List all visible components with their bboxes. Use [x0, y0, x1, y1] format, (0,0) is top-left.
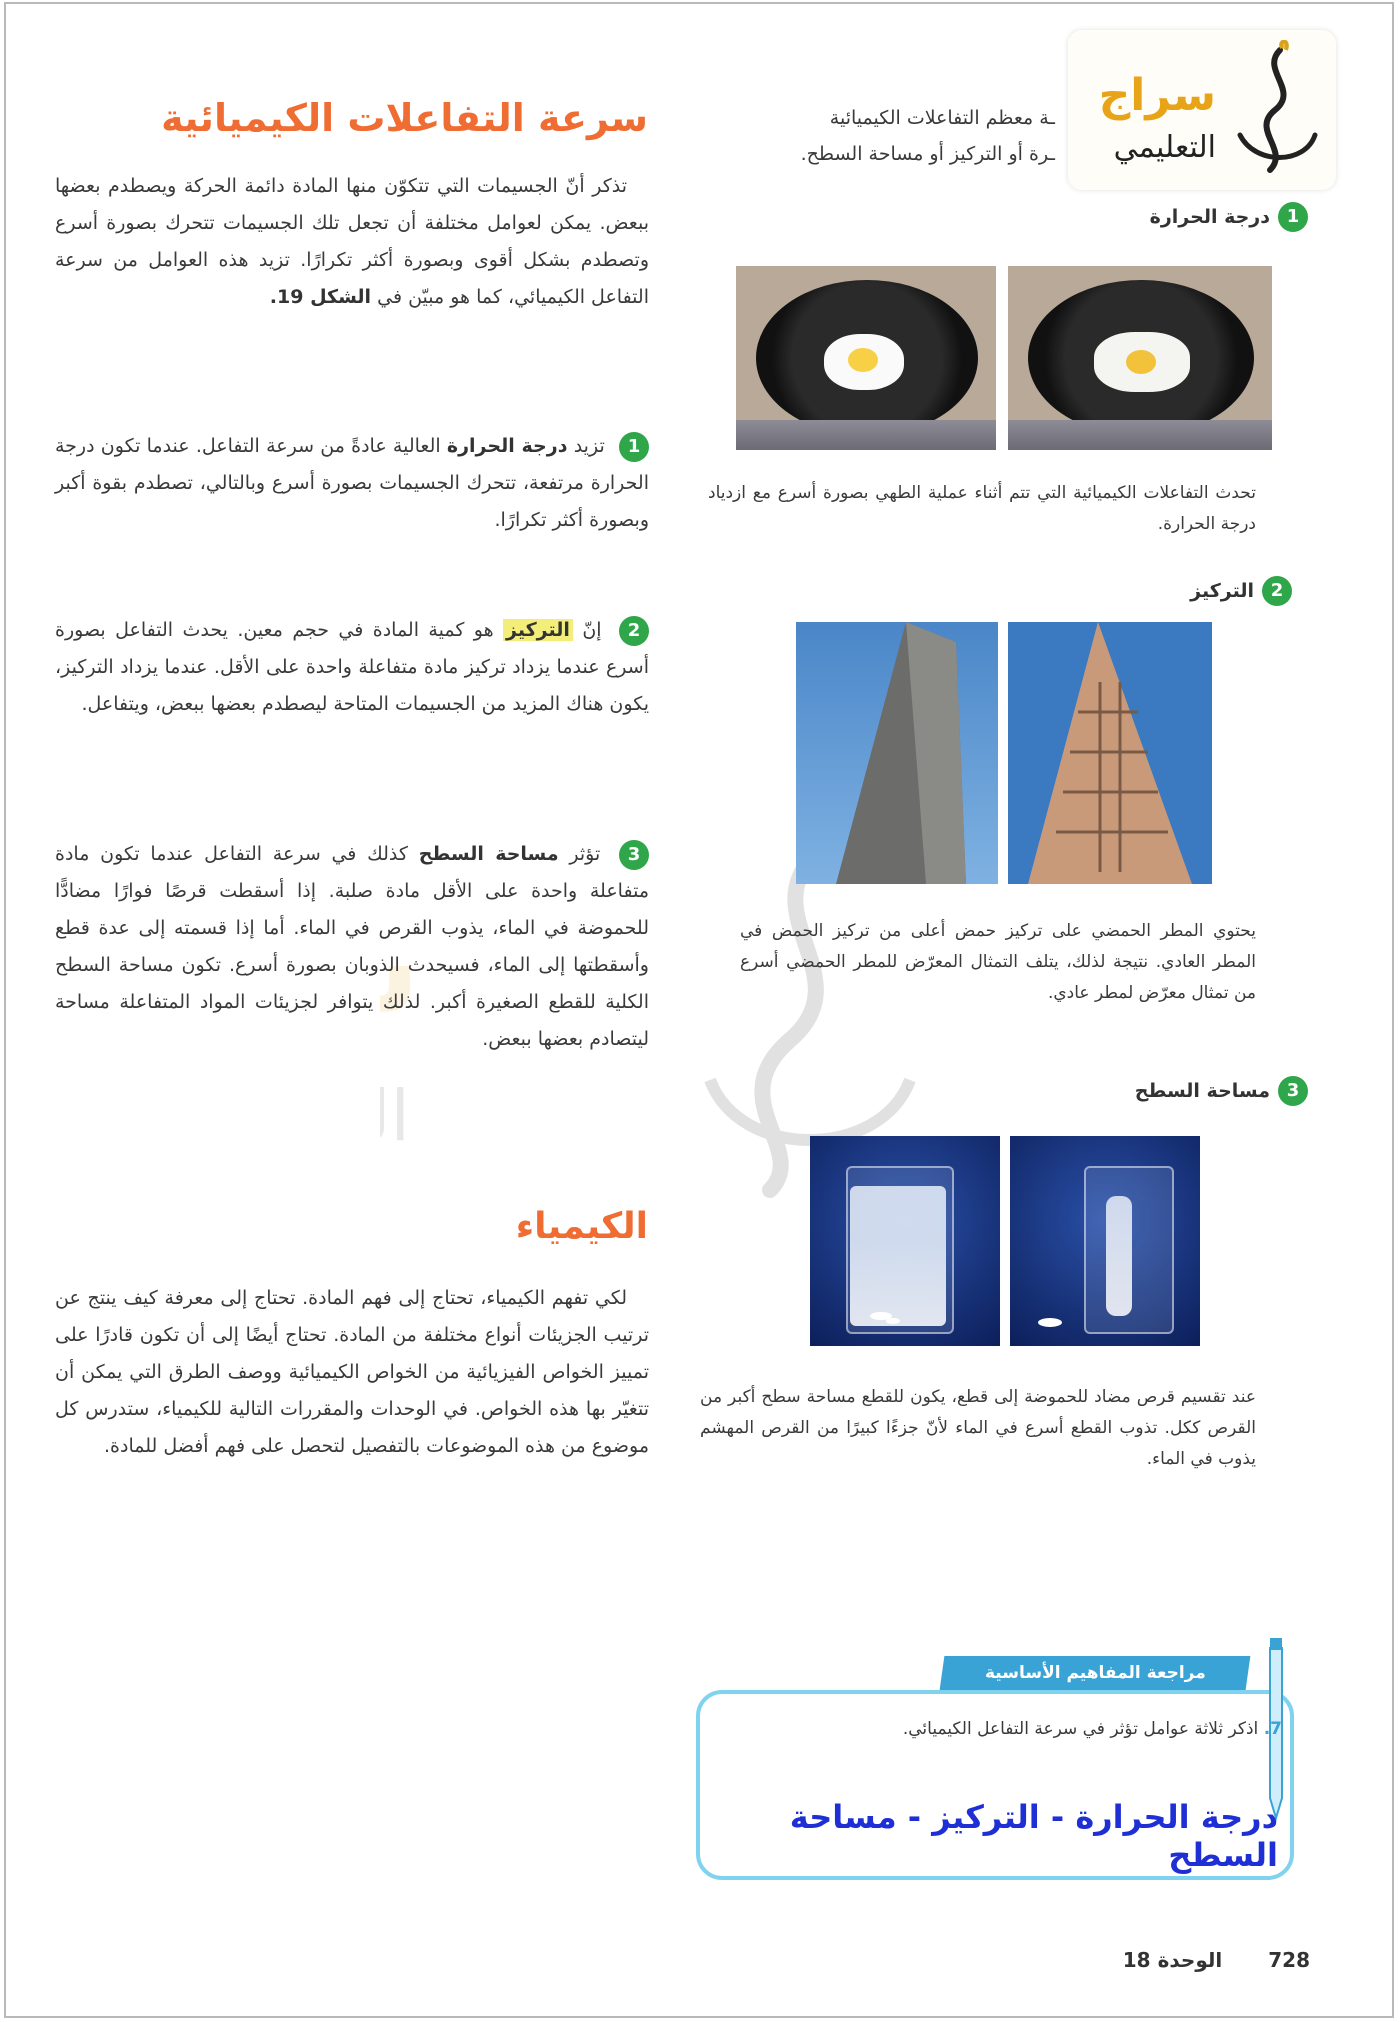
- photo-egg-pan-hot: [736, 266, 996, 450]
- section2-paragraph: لكي تفهم الكيمياء، تحتاج إلى فهم المادة. تحتاج إلى معرفة كيف ينتج عن ترتيب الجزيئات أنواع مختلفة من المادة. تحتاج أيضًا إلى أن تكون قادرًا على تمييز الخواص الفيزيائية من الخواص الكيميائية ووصف الطرق التي يمكن أن تتغيّر بها هذه الخواص. في الوحدات والمقررات التالية للكيمياء، ستدرس كل موضوع من هذه الموضوعات بالتفصيل لتحصل على فهم أفضل للمادة.: [55, 1287, 649, 1457]
- photo-egg-pan-low: [1008, 266, 1272, 450]
- photo-obelisk-weathered: [796, 622, 998, 884]
- photo-tablet-pieces: [810, 1136, 1000, 1346]
- point-concentration: 2 إنّ التركيز هو كمية المادة في حجم معين. يحدث التفاعل بصورة أسرع عندما يزداد تركيز مادة متفاعلة واحدة على الأقل. عندما يزداد التركيز، يكون هناك المزيد من الجسيمات المتاحة ليصطدم بعضها ببعض، ويتفاعل.: [55, 612, 649, 723]
- brand-emblem-icon: [1220, 40, 1330, 180]
- point-surface-area: 3 تؤثر مساحة السطح كذلك في سرعة التفاعل عندما تكون مادة متفاعلة واحدة على الأقل مادة صلبة. إذا أسقطت قرصًا فوارًا مضادًّا للحموضة في الماء، يذوب القرص في الماء. أما إذا قسمته إلى عدة قطع وأسقطتها إلى الماء، فسيحدث الذوبان بصورة أسرع. تكون مساحة السطح الكلية للقطع الصغيرة أكبر. لذلك يتوافر لجزيئات المواد المتفاعلة مساحة ليتصادم بعضها ببعض.: [55, 836, 649, 1058]
- term-temperature: درجة الحرارة: [446, 435, 568, 457]
- review-question: [822, 1712, 1282, 1746]
- obelisk-weathered-shape: [796, 622, 998, 884]
- footer-page-number: 728: [1268, 1948, 1310, 1972]
- review-answer: درجة الحرارة - التركيز - مساحة السطح: [789, 1798, 1278, 1874]
- section-title-reaction-rate: سرعة التفاعلات الكيميائية: [161, 96, 648, 140]
- question-text: اذكر ثلاثة عوامل تؤثر في سرعة التفاعل الكيميائي.: [902, 1719, 1259, 1739]
- brand-sub: التعليمي: [1113, 130, 1216, 165]
- point-number-badge: 2: [619, 616, 649, 646]
- brand-logo: [1068, 30, 1336, 190]
- svg-text:التعليمي: ا: [390, 1075, 410, 1157]
- question-number: 7.: [1263, 1719, 1282, 1739]
- figure-label-temperature: 1 درجة الحرارة: [1150, 202, 1308, 232]
- review-tab-label: مراجعة المفاهيم الأساسية: [984, 1663, 1206, 1683]
- caption-surface-area: عند تقسيم قرص مضاد للحموضة إلى قطع، يكون للقطع مساحة سطح أكبر من القرص ككل. تذوب القطع أسرع في الماء لأنّ جزءًا كبيرًا من القرص المهشم يذوب في الماء.: [700, 1387, 1256, 1469]
- figure-number-badge: 1: [1278, 202, 1308, 232]
- point-number-badge: 1: [619, 432, 649, 462]
- obelisk-carved-shape: [1008, 622, 1212, 884]
- caption-temperature: تحدث التفاعلات الكيميائية التي تتم أثناء عملية الطهي بصورة أسرع مع ازدياد درجة الحرارة.: [708, 483, 1256, 534]
- page-footer: [1123, 1948, 1310, 1972]
- review-tab: [940, 1656, 1251, 1690]
- footer-unit: الوحدة 18: [1122, 1948, 1223, 1972]
- point-number-badge: 3: [619, 840, 649, 870]
- section-title-chemistry: الكيمياء: [515, 1206, 648, 1247]
- brand-name: سراج: [1098, 70, 1216, 121]
- figure-number-badge: 3: [1278, 1076, 1308, 1106]
- photo-tablet-whole: [1010, 1136, 1200, 1346]
- point-temperature: 1 تزيد درجة الحرارة العالية عادةً من سرعة التفاعل. عندما تكون درجة الحرارة مرتفعة، تتحرك الجسيمات بصورة أسرع وبالتالي، تصطدم بقوة أكبر وبصورة أكثر تكرارًا.: [55, 428, 649, 539]
- photo-obelisk-carved: [1008, 622, 1212, 884]
- figure-label-concentration: 2 التركيز: [1190, 576, 1292, 606]
- caption-concentration: يحتوي المطر الحمضي على تركيز حمض أعلى من تركيز الحمض في المطر العادي. نتيجة لذلك، يتلف التمثال المعرّض للمطر الحمضي أسرع من تمثال معرّض لمطر عادي.: [740, 921, 1256, 1003]
- figure-reference: الشكل 19.: [269, 286, 372, 308]
- term-surface-area: مساحة السطح: [418, 843, 559, 865]
- figure-label-surface-area: 3 مساحة السطح: [1135, 1076, 1308, 1106]
- intro-text: ـة معظم التفاعلات الكيميائية ـرة أو التركيز أو مساحة السطح.: [800, 107, 1055, 165]
- figure-number-badge: 2: [1262, 576, 1292, 606]
- section1-paragraph: تذكر أنّ الجسيمات التي تتكوّن منها المادة دائمة الحركة ويصطدم بعضها ببعض. يمكن لعوامل مختلفة أن تجعل تلك الجسيمات تتحرك بصورة أسرع وتصطدم بشكل أقوى وبصورة أكثر تكرارًا. تزيد هذه العوامل من سرعة التفاعل الكيميائي، كما هو مبيّن في الشكل 19.: [55, 175, 649, 308]
- term-concentration-highlight: التركيز: [503, 619, 573, 641]
